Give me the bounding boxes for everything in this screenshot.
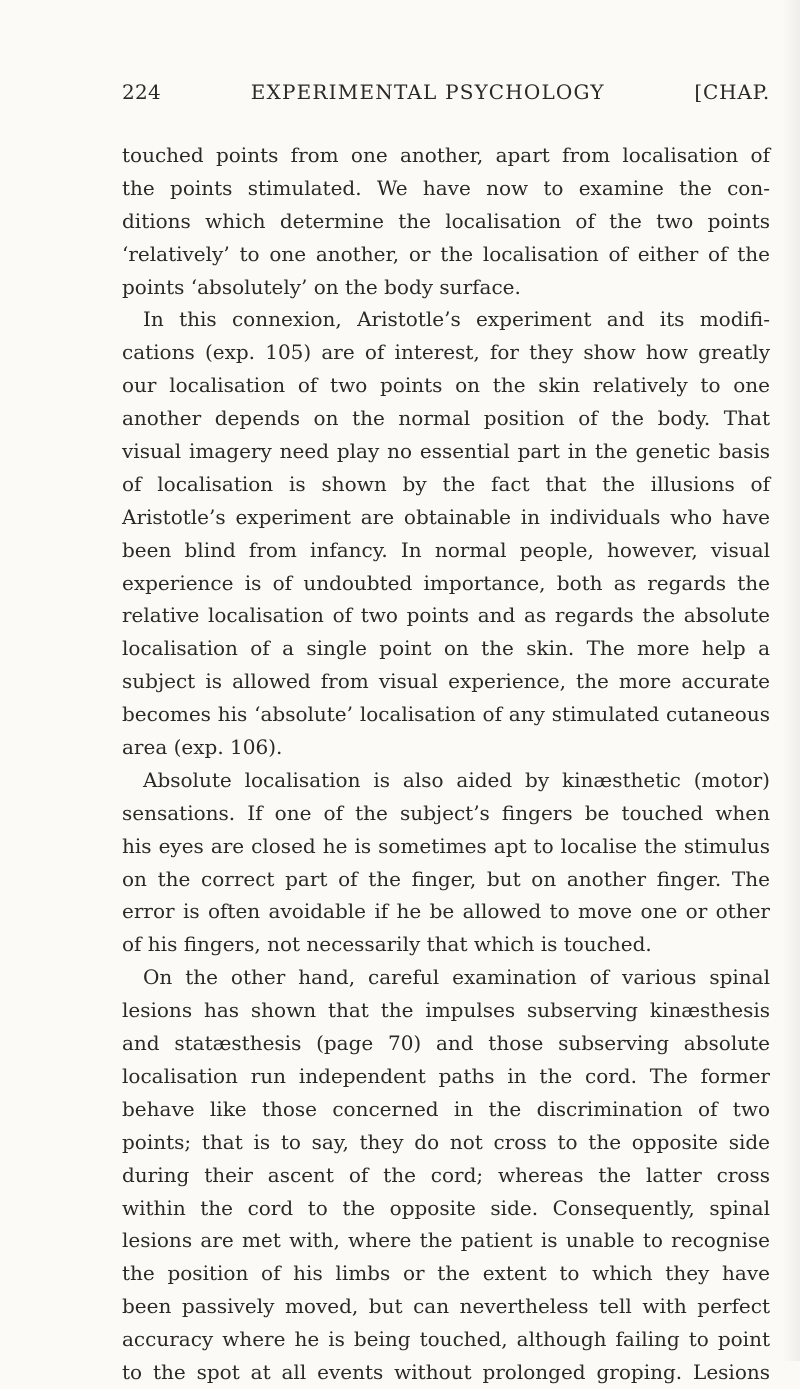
- text-line: area (exp. 106).: [122, 735, 283, 760]
- page-edge-shadow: [782, 0, 800, 1361]
- text-line: localisation of a single point on the skin. The more help a: [122, 636, 770, 661]
- text-line: On the other hand, careful examination of various spinal: [143, 965, 770, 990]
- text-line: In this connexion, Aristotle’s experiment and its modifi-: [143, 307, 770, 332]
- text-line: been blind from infancy. In normal people, however, visual: [122, 537, 770, 562]
- text-line: on the correct part of the finger, but on another finger. The: [122, 866, 770, 891]
- text-line: experience is of undoubted importance, both as regards the: [122, 570, 770, 595]
- text-line: points ‘absolutely’ on the body surface.: [122, 274, 521, 299]
- text-line: the position of his limbs or the extent to which they have: [122, 1261, 770, 1286]
- chapter-label: [CHAP.: [694, 80, 770, 104]
- text-line: to the spot at all events without prolonged groping. Lesions: [122, 1359, 770, 1384]
- text-line: lesions are met with, where the patient is unable to recognise: [122, 1228, 770, 1253]
- text-line: accuracy where he is being touched, although failing to point: [122, 1327, 770, 1352]
- text-line: another depends on the normal position of the body. That: [122, 406, 770, 431]
- text-line: within the cord to the opposite side. Consequently, spinal: [122, 1195, 770, 1220]
- text-line: Aristotle’s experiment are obtainable in individuals who have: [122, 504, 770, 529]
- text-line: ‘relatively’ to one another, or the localisation of either of the: [122, 241, 770, 266]
- running-head: [122, 80, 770, 104]
- text-line: sensations. If one of the subject’s fingers be touched when: [122, 800, 770, 825]
- page-number: 224: [122, 80, 162, 104]
- text-line: during their ascent of the cord; whereas the latter cross: [122, 1162, 770, 1187]
- text-line: touched points from one another, apart from localisation of: [122, 143, 770, 167]
- text-line: of his fingers, not necessarily that which is touched.: [122, 932, 652, 957]
- text-line: behave like those concerned in the discrimination of two: [122, 1096, 770, 1121]
- text-line: points; that is to say, they do not cross to the opposite side: [122, 1129, 770, 1154]
- text-line: localisation run independent paths in the cord. The former: [122, 1063, 770, 1088]
- text-line: cations (exp. 105) are of interest, for they show how greatly: [122, 340, 770, 365]
- text-line: his eyes are closed he is sometimes apt to localise the stimulus: [122, 833, 770, 858]
- text-line: becomes his ‘absolute’ localisation of any stimulated cutaneous: [122, 702, 770, 727]
- text-line: the points stimulated. We have now to examine the con-: [122, 175, 770, 200]
- text-line: ditions which determine the localisation of the two points: [122, 208, 770, 233]
- text-line: relative localisation of two points and as regards the absolute: [122, 603, 770, 628]
- text-line: been passively moved, but can nevertheless tell with perfect: [122, 1294, 770, 1319]
- body-text: [122, 139, 770, 1389]
- text-line: Absolute localisation is also aided by kinæsthetic (motor): [143, 767, 770, 792]
- text-line: error is often avoidable if he be allowed to move one or other: [122, 899, 770, 924]
- text-line: lesions has shown that the impulses subserving kinæsthesis: [122, 998, 770, 1023]
- running-title: EXPERIMENTAL PSYCHOLOGY: [250, 80, 605, 104]
- text-line: subject is allowed from visual experience, the more accurate: [122, 669, 770, 694]
- text-line: visual imagery need play no essential part in the genetic basis: [122, 439, 770, 464]
- text-line: our localisation of two points on the skin relatively to one: [122, 373, 770, 398]
- text-line: of localisation is shown by the fact that the illusions of: [122, 471, 770, 496]
- text-line: and statæsthesis (page 70) and those subserving absolute: [122, 1031, 770, 1056]
